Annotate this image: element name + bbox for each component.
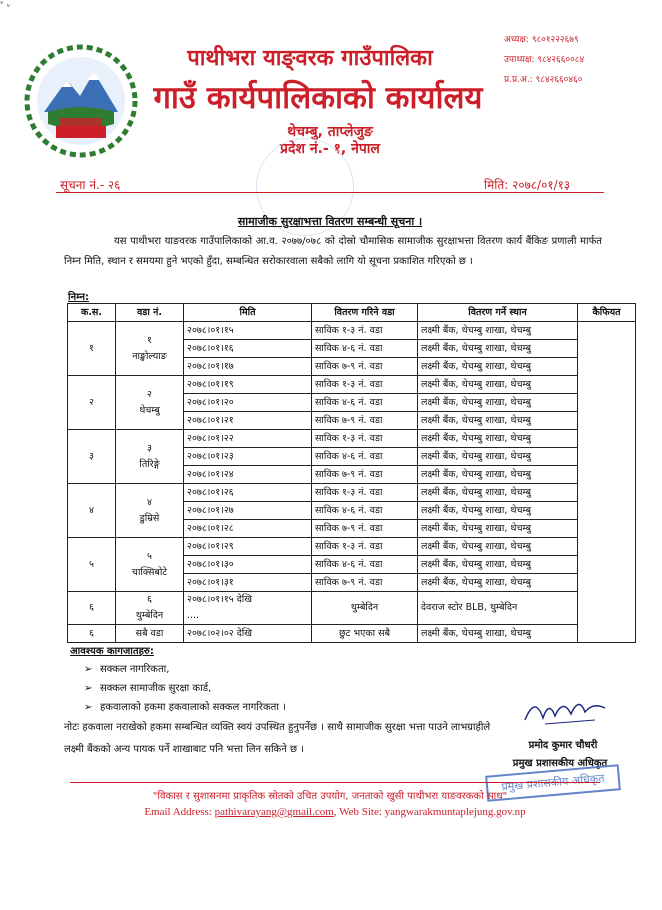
date-value: २०७८।०१।१५ देखि [187,594,253,605]
ward-number: १ [147,334,152,346]
date-cell: २०७८।०१।२० [184,394,312,412]
ward-name: थेचम्बु [139,404,160,416]
ward-number: ४ [147,496,152,508]
date-cell [184,625,312,643]
area-cell: साविक १-३ नं. वडा [312,430,418,448]
table-body [68,322,636,643]
ward-number: ६ [147,594,152,605]
ward-number: २ [147,388,152,400]
date-value: २०७८।०२।०२ देखि [187,627,253,639]
document-item: ➢ सक्कल सामाजीक सुरक्षा कार्ड, [84,683,212,694]
area-cell: साविक ४-६ नं. वडा [312,556,418,574]
document-item: ➢ हकवालाको हकमा हकवालाको सक्कल नागरिकता । [84,702,286,713]
address-line-1: थेचम्बु, ताप्लेजुङ [287,124,373,140]
place-cell: लक्ष्मी बैंक, थेचम्बु शाखा, थेचम्बु [418,625,578,643]
area-cell: साविक ७-९ नं. वडा [312,412,418,430]
col-serial: क.स. [68,304,116,322]
arrow-bullet-icon: ➢ [84,664,93,675]
serial-cell: ६ [68,592,116,625]
date-cell: २०७८।०१।१५ [184,322,312,340]
notice-number: सूचना नं.- २६ [60,178,121,192]
table-row [68,430,636,448]
date-cell: २०७८।०१।३१ [184,574,312,592]
date-cell: २०७८।०१।२९ [184,538,312,556]
date-cell: २०७८।०१।२७ [184,502,312,520]
ward-number: सबै वडा [135,627,164,639]
place-cell: लक्ष्मी बैंक, थेचम्बु शाखा, थेचम्बु [418,466,578,484]
ward-cell [116,625,184,643]
area-cell: साविक ७-९ नं. वडा [312,520,418,538]
footer-contact [60,806,610,818]
website-link[interactable]: yangwarakmuntaplejung.gov.np [384,806,526,818]
table-row [68,484,636,502]
municipality-logo [22,42,140,160]
arrow-bullet-icon: ➢ [84,683,93,694]
document-item: ➢ सक्कल नागरिकता, [84,664,170,675]
date-cell: २०७८।०१।२८ [184,520,312,538]
place-cell: लक्ष्मी बैंक, थेचम्बु शाखा, थेचम्बु [418,394,578,412]
date-cell: २०७८।०१।२४ [184,466,312,484]
signatory-name: प्रमोद कुमार चौधरी [528,740,598,751]
ward-cell [116,538,184,592]
table-row [68,592,636,625]
date-cell: २०७८।०१।२३ [184,448,312,466]
ward-cell [116,592,184,625]
place-cell: लक्ष्मी बैंक, थेचम्बु शाखा, थेचम्बु [418,358,578,376]
serial-cell: ५ [68,538,116,592]
place-cell: लक्ष्मी बैंक, थेचम्बु शाखा, थेचम्बु [418,376,578,394]
date-cell [184,592,312,625]
serial-cell: ६ [68,625,116,643]
note-text: नोटः हकवाला नराखेको हकमा सम्बन्धित व्यक्ति स्वयं उपस्थित हुनुपर्नेछ । साथै सामाजीक सुरक्षा भत्ता पाउने लाभग्राहीले लक्ष्मी बैंकको अन्य पायक पर्ने शाखाबाट पनि भत्ता लिन सकिने छ । [64,722,491,755]
place-cell: लक्ष्मी बैंक, थेचम्बु शाखा, थेचम्बु [418,574,578,592]
table-row [68,625,636,643]
table-row [68,376,636,394]
serial-cell: ३ [68,430,116,484]
place-cell: लक्ष्मी बैंक, थेचम्बु शाखा, थेचम्बु [418,556,578,574]
col-place: वितरण गर्ने स्थान [418,304,578,322]
col-ward-no: वडा नं. [116,304,184,322]
office-title: गाउँ कार्यपालिकाको कार्यालय [153,80,483,116]
handwritten-signature [515,690,615,730]
place-cell: लक्ष्मी बैंक, थेचम्बु शाखा, थेचम्बु [418,538,578,556]
place-cell: लक्ष्मी बैंक, थेचम्बु शाखा, थेचम्बु [418,448,578,466]
distribution-schedule-table [67,303,636,643]
area-cell: साविक ७-९ नं. वडा [312,358,418,376]
ward-cell [116,322,184,376]
ward-cell [116,376,184,430]
ward-number: ३ [147,442,152,454]
address-line-2: प्रदेश नं.- १, नेपाल [280,141,380,157]
place-cell: लक्ष्मी बैंक, थेचम्बु शाखा, थेचम्बु [418,484,578,502]
place-cell: लक्ष्मी बैंक, थेचम्बु शाखा, थेचम्बु [418,412,578,430]
table-header-row [68,304,636,322]
table-row [68,538,636,556]
schedule-label: निम्न: [68,292,90,303]
notice-title: सामाजीक सुरक्षाभत्ता वितरण सम्बन्धी सूचना । [237,215,423,228]
arrow-bullet-icon: ➢ [84,702,93,713]
signatory-post: प्रमुख प्रशासकीय अधिकृत [512,758,608,769]
email-label: Email Address: [144,806,215,818]
contact-cao: प्र.प्र.अ.: ९८४२६६०४६० [504,75,583,85]
place-cell: लक्ष्मी बैंक, थेचम्बु शाखा, थेचम्बु [418,340,578,358]
email-link[interactable]: pathivarayang@gmail.com [214,806,334,818]
area-cell: साविक ७-९ नं. वडा [312,574,418,592]
col-area: वितरण गरिने वडा [312,304,418,322]
documents-label: आवश्यक कागजातहरु: [70,646,154,657]
area-cell: छुट भएका सबै [312,625,418,643]
date-cell: २०७८।०१।२६ [184,484,312,502]
area-cell: साविक १-३ नं. वडा [312,376,418,394]
area-cell: साविक ७-९ नं. वडा [312,466,418,484]
date-cell: २०७८।०१।१६ [184,340,312,358]
website-label: , Web Site: [333,806,385,818]
place-cell: लक्ष्मी बैंक, थेचम्बु शाखा, थेचम्बु [418,520,578,538]
area-cell: साविक १-३ नं. वडा [312,538,418,556]
date-cell: २०७८।०१।१७ [184,358,312,376]
area-cell: साविक ४-६ नं. वडा [312,340,418,358]
ward-name: थुम्बेदिन [135,610,164,621]
ward-name: डुम्रिसे [139,512,160,524]
ward-name: चाक्सिबोटे [131,566,168,578]
area-cell: साविक १-३ नं. वडा [312,322,418,340]
date-cell: २०७८।०१।१९ [184,376,312,394]
header-divider [56,192,604,193]
table-row [68,322,636,340]
date-cell: २०७८।०१।२२ [184,430,312,448]
ward-number: ५ [147,550,152,562]
date-cell: २०७८।०१।३० [184,556,312,574]
serial-cell: २ [68,376,116,430]
area-cell: साविक १-३ नं. वडा [312,484,418,502]
scan-corner-mark: ᵛ ᵥ [0,0,11,10]
date-extra: .... [187,610,200,621]
remarks-cell [578,322,636,643]
serial-cell: १ [68,322,116,376]
place-cell: देवराज स्टोर BLB, थुम्बेदिन [418,592,578,625]
notice-date: मिति: २०७८/०१/१३ [484,178,571,192]
footer-divider [70,782,600,783]
ward-name: तिरिङ्गे [139,458,160,470]
area-cell: थुम्बेदिन [312,592,418,625]
place-cell: लक्ष्मी बैंक, थेचम्बु शाखा, थेचम्बु [418,430,578,448]
area-cell: साविक ४-६ नं. वडा [312,448,418,466]
office-name: पाथीभरा याङ्वरक गाउँपालिका [187,46,433,71]
col-remarks: कैफियत [578,304,636,322]
area-cell: साविक ४-६ नं. वडा [312,502,418,520]
area-cell: साविक ४-६ नं. वडा [312,394,418,412]
place-cell: लक्ष्मी बैंक, थेचम्बु शाखा, थेचम्बु [418,502,578,520]
official-stamp: प्रमुख प्रशासकीय अधिकृत [485,764,621,802]
serial-cell: ४ [68,484,116,538]
ward-name: नाङ्खोल्याङ [132,350,167,362]
date-cell: २०७८।०१।२१ [184,412,312,430]
place-cell: लक्ष्मी बैंक, थेचम्बु शाखा, थेचम्बु [418,322,578,340]
footer-slogan: "विकास र सुशासनमा प्राकृतिक स्रोतको उचित उपयोग, जनताको खुसी पाथीभरा याङवरकको साथ" [152,791,508,802]
ward-cell [116,484,184,538]
contact-vice-chair: उपाध्यक्ष: ९८४२६६००८४ [504,55,585,65]
ward-cell [116,430,184,484]
contact-numbers [504,30,654,90]
contact-chair: अध्यक्ष: ९८०१२२२६७९ [504,35,579,45]
col-date: मिति [184,304,312,322]
notice-body: यस पाथीभरा याङवरक गाउँपालिकाको आ.व. २०७७/०७८ को दोस्रो चौमासिक सामाजीक सुरक्षाभत्ता वितरण कार्य बैंकिङ प्रणाली मार्फत निम्न मिति, स्थान र समयमा हुने भएको हुँदा, सम्बन्धित सरोकारवाला सबैको लागि यो सूचना प्रकाशित गरिएको छ । [64,236,602,267]
